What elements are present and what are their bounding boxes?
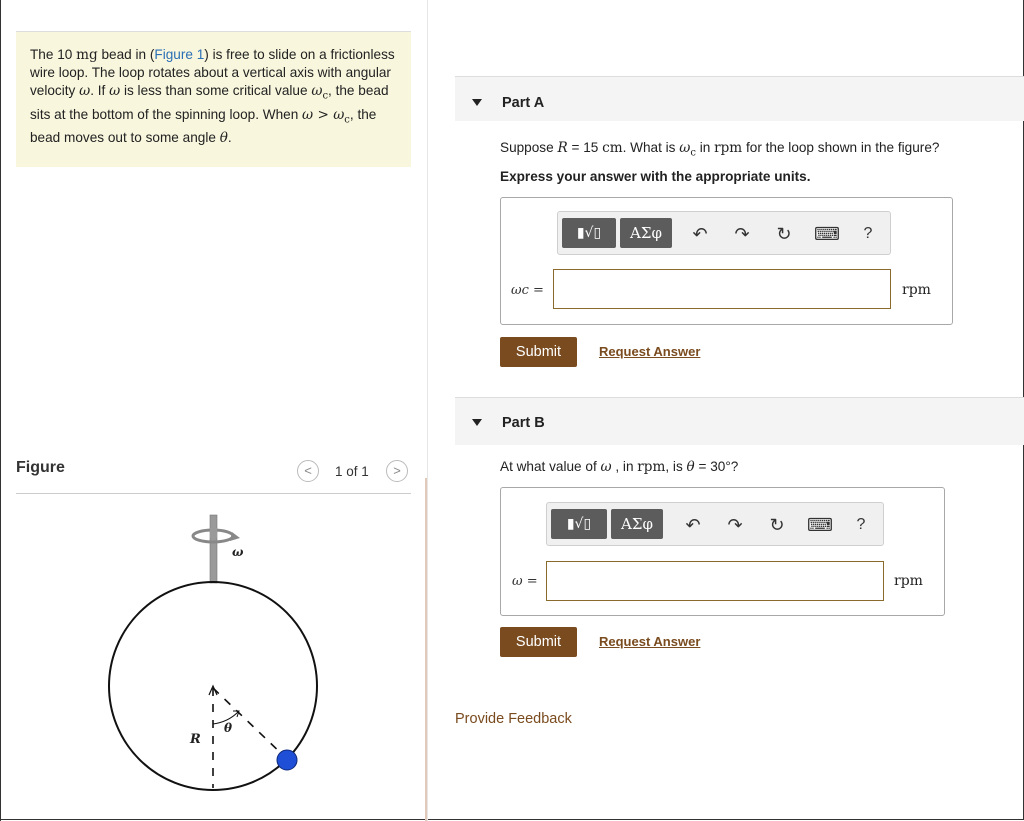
question-text: . What is	[622, 140, 680, 155]
part-b-question	[500, 459, 738, 475]
rpm-unit: rpm	[637, 459, 666, 475]
keyboard-icon[interactable]: ⌨	[814, 224, 840, 244]
part-b-request-answer-link[interactable]: Request Answer	[599, 634, 701, 649]
part-b-unit: rpm	[894, 573, 923, 589]
omega-input[interactable]	[546, 561, 884, 601]
greek-symbols-button[interactable]: ΑΣφ	[611, 509, 663, 539]
question-text: for the loop shown in the figure?	[742, 140, 940, 155]
theta-symbol: θ	[686, 459, 695, 475]
omega-symbol: ω	[302, 106, 314, 123]
question-text: in	[695, 140, 715, 155]
theta-symbol: θ	[219, 130, 228, 147]
mass-unit: mg	[76, 47, 98, 63]
templates-button[interactable]: ▮√▯	[562, 218, 616, 248]
problem-text: , the bead moves out to some angle	[30, 106, 377, 146]
question-text: At what value of	[500, 459, 601, 474]
collapse-triangle-icon[interactable]	[472, 419, 482, 426]
subscript-c: c	[690, 147, 696, 159]
question-text: , in	[611, 459, 638, 474]
omega-symbol: ω	[79, 83, 91, 99]
problem-text: The 10	[30, 47, 77, 62]
part-a-math-toolbar	[557, 211, 891, 255]
question-text: Suppose	[500, 140, 558, 155]
reset-icon[interactable]: ↻	[769, 515, 785, 535]
part-a-title: Part A	[502, 95, 545, 111]
figure-count: 1 of 1	[335, 464, 369, 479]
omega-label: ω	[232, 545, 244, 559]
question-text: = 30°?	[694, 459, 739, 474]
collapse-triangle-icon[interactable]	[472, 99, 482, 106]
omega-c-symbol: ω	[311, 83, 323, 99]
column-divider	[427, 0, 428, 821]
question-text: , is	[665, 459, 687, 474]
problem-text: is less than some critical value	[120, 83, 312, 98]
cm-unit: cm	[602, 140, 623, 156]
part-a-unit: rpm	[902, 282, 931, 298]
part-a-instruction: Express your answer with the appropriate units.	[500, 169, 811, 184]
part-a-question	[500, 140, 939, 159]
part-b-title: Part B	[502, 415, 545, 431]
subscript-c: c	[344, 114, 350, 126]
greater-than: >	[313, 106, 334, 123]
r-symbol: R	[557, 140, 568, 156]
rpm-unit: rpm	[714, 140, 743, 156]
omega-c-input[interactable]	[553, 269, 891, 309]
axis-rod	[210, 515, 217, 583]
redo-icon[interactable]: ↷	[727, 515, 743, 535]
help-icon[interactable]: ?	[856, 516, 866, 533]
undo-icon[interactable]: ↶	[685, 515, 701, 535]
subscript-c: c	[322, 90, 329, 102]
figure-link[interactable]: Figure 1	[154, 47, 205, 62]
question-text: = 15	[567, 140, 603, 155]
problem-text: . If	[90, 83, 110, 98]
figure-header: Figure	[16, 459, 65, 476]
templates-button[interactable]: ▮√▯	[551, 509, 607, 539]
part-b-submit-button[interactable]: Submit	[500, 627, 577, 657]
figure-next-button[interactable]: >	[386, 460, 408, 482]
problem-text: ) is free to slide on a frictionless wire loop. The loop rotates about a vertical axis with angular velocity	[30, 47, 395, 98]
reset-icon[interactable]: ↻	[776, 224, 792, 244]
omega-symbol: ω	[600, 459, 612, 475]
loop-figure	[0, 0, 427, 821]
problem-text: bead in (	[97, 47, 155, 62]
omega-c-symbol: ω	[333, 106, 345, 123]
part-a-submit-button[interactable]: Submit	[500, 337, 577, 367]
bead	[277, 750, 297, 770]
part-a-request-answer-link[interactable]: Request Answer	[599, 344, 701, 359]
theta-label: θ	[224, 721, 233, 735]
radius-label: R	[190, 732, 201, 747]
provide-feedback-link[interactable]: Provide Feedback	[455, 711, 572, 727]
omega-symbol: ω	[679, 140, 691, 156]
greek-symbols-button[interactable]: ΑΣφ	[620, 218, 672, 248]
redo-icon[interactable]: ↷	[734, 224, 750, 244]
problem-text: .	[227, 130, 232, 146]
omega-label: ω =	[512, 574, 538, 589]
figure-prev-button[interactable]: <	[297, 460, 319, 482]
omega-symbol: ω	[109, 83, 121, 99]
keyboard-icon[interactable]: ⌨	[807, 515, 833, 535]
part-b-math-toolbar	[546, 502, 884, 546]
help-icon[interactable]: ?	[863, 225, 873, 242]
problem-text: , the bead sits at the bottom of the spinning loop. When	[30, 83, 389, 122]
undo-icon[interactable]: ↶	[692, 224, 708, 244]
omega-c-label: ωc =	[511, 283, 544, 298]
